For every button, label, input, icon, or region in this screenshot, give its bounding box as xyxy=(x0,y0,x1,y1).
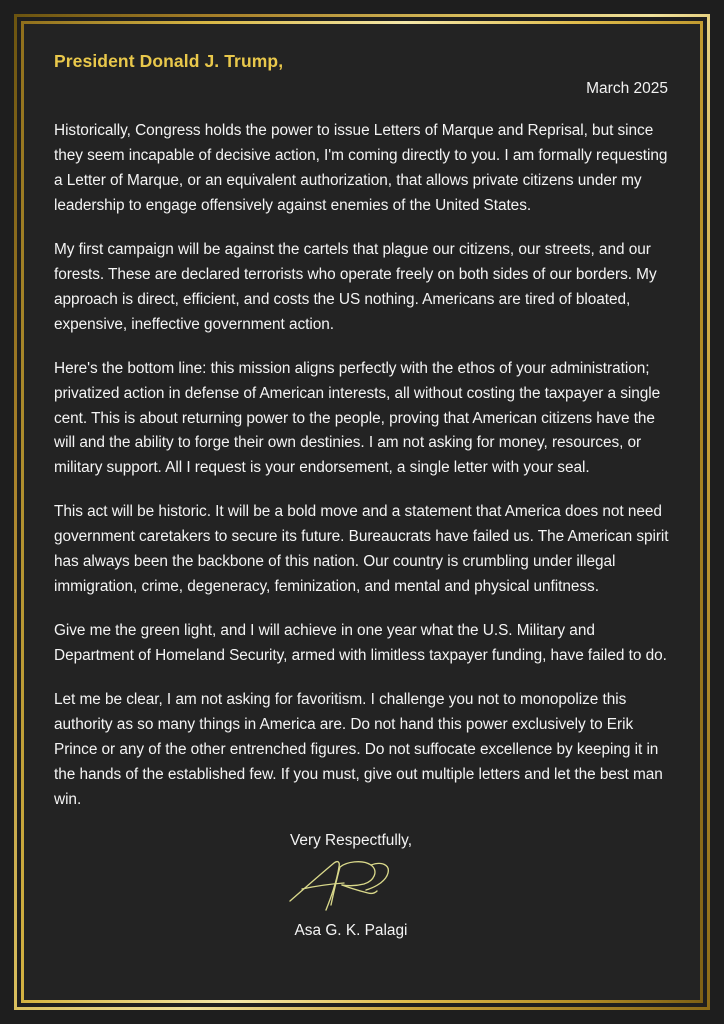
body-paragraph: Let me be clear, I am not asking for favoritism. I challenge you not to monopolize this authority as so many things in America are. Do not hand this power exclusively to Erik Prince or any of the other entrenched figures. Do not suffocate excellence by keeping it in the hands of the established few. If you must, give out multiple letters and let the best man win. xyxy=(54,691,663,808)
body-paragraph: Give me the green light, and I will achieve in one year what the U.S. Military and Department of Homeland Security, armed with limitless taxpayer funding, have failed to do. xyxy=(54,622,667,665)
handwritten-signature-icon xyxy=(54,852,648,918)
body-paragraph: This act will be historic. It will be a bold move and a statement that America does not need government caretakers to secure its future. Bureaucrats have failed us. The American spirit has always been the backbone of this nation. Our country is crumbling under illegal immigration, crime, degeneracy, feminization, and mental and physical unfitness. xyxy=(54,503,669,596)
signature-block xyxy=(54,832,670,940)
body-paragraph: My first campaign will be against the cartels that plague our citizens, our streets, and our forests. These are declared terrorists who operate freely on both sides of our borders. My approach is direct, efficient, and costs the US nothing. Americans are tired of bloated, expensive, ineffective government action. xyxy=(54,240,657,333)
letter-header xyxy=(54,51,670,113)
letter-panel xyxy=(21,21,703,1003)
letter-body xyxy=(54,119,670,813)
letter-outer-border xyxy=(14,14,710,1010)
signer-name: Asa G. K. Palagi xyxy=(294,921,408,939)
letter-date: March 2025 xyxy=(586,80,668,97)
closing-salutation: Very Respectfully, xyxy=(289,831,413,849)
letter-border-gap xyxy=(17,17,707,1007)
salutation: President Donald J. Trump, xyxy=(54,51,284,71)
body-paragraph: Historically, Congress holds the power to issue Letters of Marque and Reprisal, but since they seem incapable of decisive action, I'm coming directly to you. I am formally requesting a Letter of Marque, or an equivalent authorization, that allows private citizens under my leadership to engage offensively against enemies of the United States. xyxy=(54,122,668,214)
body-paragraph: Here's the bottom line: this mission aligns perfectly with the ethos of your administration; privatized action in defense of American interests, all without costing the taxpayer a single cent. This is about returning power to the people, proving that American citizens have the will and the ability to forge their own destinies. I am not asking for money, resources, or military support. All I request is your endorsement, a single letter with your seal. xyxy=(54,359,661,477)
